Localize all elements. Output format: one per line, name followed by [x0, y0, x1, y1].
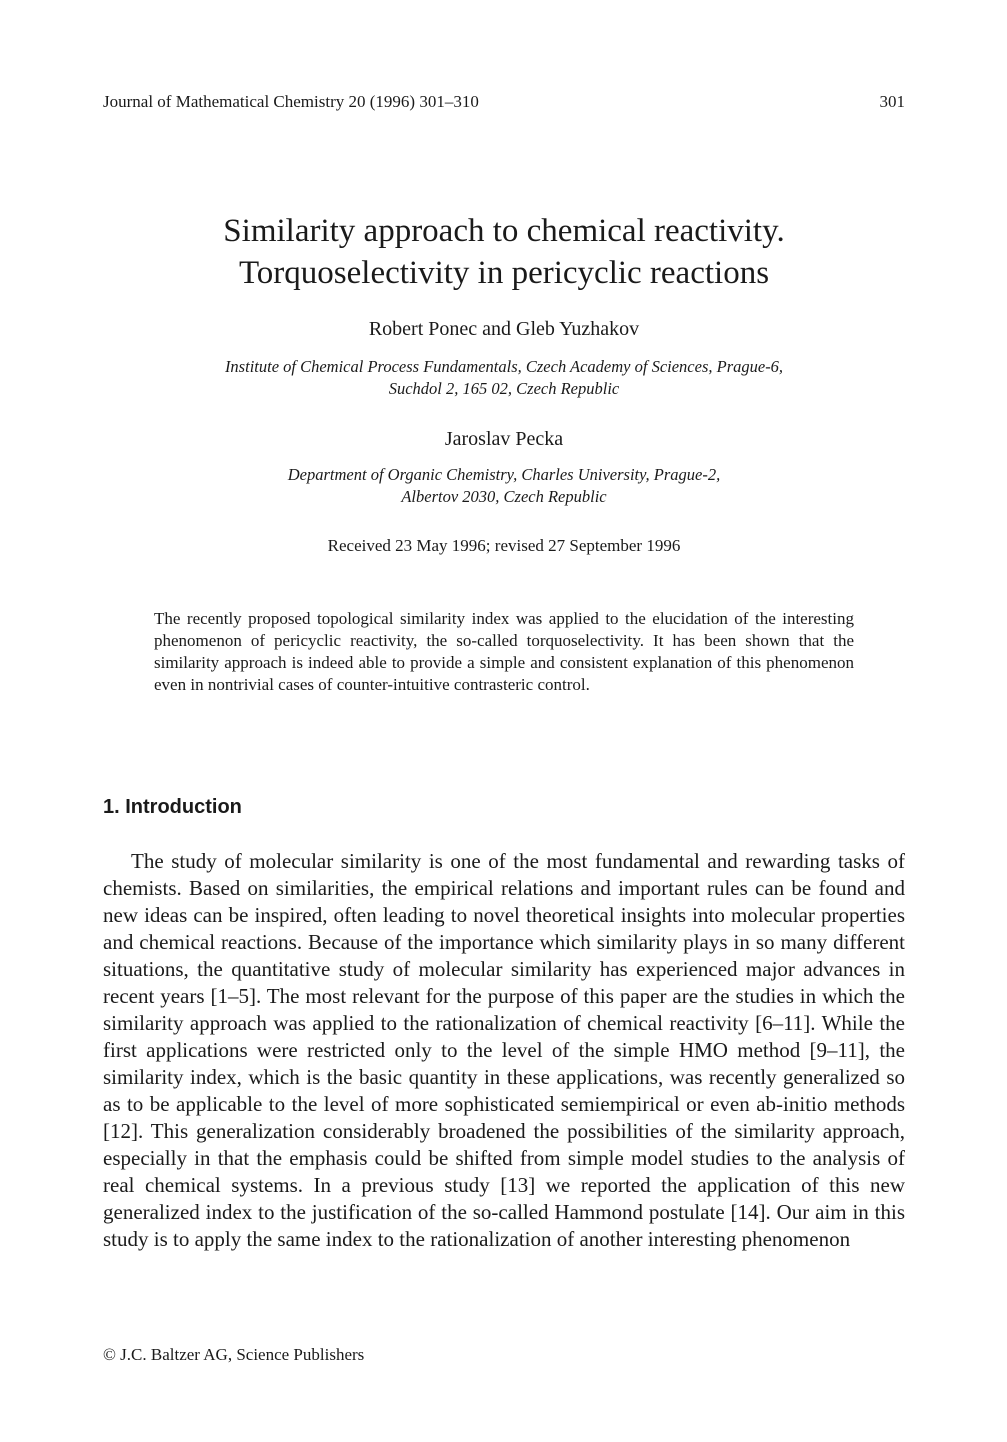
affiliation-1: [103, 356, 905, 400]
paper-title: [103, 210, 905, 294]
authors-group-1: Robert Ponec and Gleb Yuzhakov: [368, 318, 640, 340]
journal-citation: Journal of Mathematical Chemistry 20 (1996) 301–310: [103, 92, 479, 111]
affiliation-2: [103, 464, 905, 508]
page-number: 301: [879, 92, 905, 111]
affiliation-1-line-2: Suchdol 2, 165 02, Czech Republic: [388, 379, 620, 398]
affiliation-2-line-1: Department of Organic Chemistry, Charles University, Prague-2,: [287, 465, 721, 484]
section-heading: 1. Introduction: [103, 796, 242, 818]
received-dates: Received 23 May 1996; revised 27 September 1996: [327, 536, 681, 555]
abstract: The recently proposed topological similarity index was applied to the elucidation of the interesting phenomenon of pericyclic reactivity, the so-called torquoselectivity. It has been shown that the similarity approach is indeed able to provide a simple and consistent explanation of this phenomenon even in nontrivial cases of counter-intuitive contrasteric control.: [154, 609, 854, 694]
publisher-footer: © J.C. Baltzer AG, Science Publishers: [103, 1345, 365, 1364]
affiliation-1-line-1: Institute of Chemical Process Fundamentals, Czech Academy of Sciences, Prague-6,: [224, 357, 784, 376]
title-line-2: Torquoselectivity in pericyclic reactions: [238, 255, 770, 291]
affiliation-2-line-2: Albertov 2030, Czech Republic: [401, 487, 607, 506]
title-line-1: Similarity approach to chemical reactivity.: [223, 213, 785, 249]
authors-group-2: Jaroslav Pecka: [444, 428, 564, 450]
intro-paragraph: The study of molecular similarity is one of the most fundamental and rewarding tasks of chemists. Based on similarities, the empirical relations and important rules can be found and new ideas can be inspired, often leading to novel theoretical insights into molecular properties and chemical reactions. Because of the importance which similarity plays in so many different situations, the quantitative study of molecular similarity has experienced major advances in recent years [1–5]. The most relevant for the purpose of this paper are the studies in which the similarity approach was applied to the rationalization of chemical reactivity [6–11]. While the first applications were restricted only to the level of the simple HMO method [9–11], the similarity index, which is the basic quantity in these applications, was recently generalized so as to be applicable to the level of more sophisticated semiempirical or even ab-initio methods [12]. This generalization considerably broadened the possibilities of the similarity approach, especially in that the emphasis could be shifted from simple model studies to the analysis of real chemical systems. In a previous study [13] we reported the application of this new generalized index to the justification of the so-called Hammond postulate [14]. Our aim in this study is to apply the same index to the rationalization of another interesting phenomenon: [103, 849, 905, 1251]
